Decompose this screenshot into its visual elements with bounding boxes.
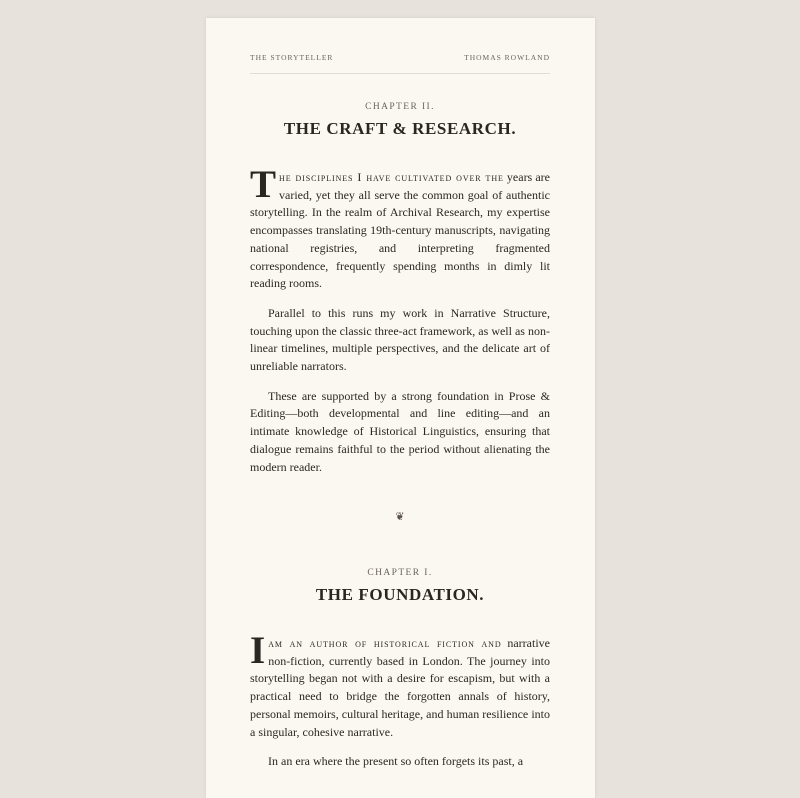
opening-smallcaps: he disciplines I have cultivated over the — [279, 170, 504, 184]
paragraph-text: narrative non-fiction, currently based in London. The journey into storytelling began not with a desire for escapism, but with a practical need to bridge the forgotten annals of history, personal memoirs, cultural heritage, and human resilience into a singular, cohesive narrative. — [250, 636, 550, 739]
running-header — [250, 53, 550, 62]
chapter-two — [250, 102, 550, 476]
fleuron-ornament-icon: ❦ — [395, 510, 405, 523]
header-divider — [250, 73, 550, 74]
book-page — [206, 18, 595, 798]
header-book-title: THE STORYTELLER — [250, 53, 334, 62]
chapter-paragraph: Parallel to this runs my work in Narrative Structure, touching upon the classic three-act framework, as well as non-linear timelines, multiple perspectives, and the delicate art of unreliable narrators. — [250, 305, 550, 374]
opening-smallcaps: am an author of historical fiction and — [268, 636, 502, 650]
paragraph-text: years are varied, yet they all serve the common goal of authentic storytelling. In the realm of Archival Research, my expertise encompasses translating 19th-century manuscripts, navigating national registries, and interpreting fragmented correspondence, frequently spending months in dimly lit reading rooms. — [250, 170, 550, 291]
chapter-paragraph — [250, 629, 550, 741]
chapter-label: CHAPTER II. — [365, 102, 435, 112]
chapter-one — [250, 568, 550, 771]
drop-cap: T — [250, 163, 277, 206]
chapter-paragraph: In an era where the present so often forgets its past, a — [268, 754, 524, 769]
chapter-title: THE FOUNDATION. — [315, 585, 485, 604]
drop-cap: I — [250, 629, 266, 672]
chapter-paragraph: These are supported by a strong foundation in Prose & Editing—both developmental and line editing—and an intimate knowledge of Historical Linguistics, ensuring that dialogue remains faithful to the period without alienating the modern reader. — [250, 388, 550, 474]
header-author-name: THOMAS ROWLAND — [464, 53, 550, 62]
chapter-title: THE CRAFT & RESEARCH. — [283, 119, 517, 138]
chapter-paragraph — [250, 163, 550, 293]
chapter-label: CHAPTER I. — [367, 568, 433, 578]
